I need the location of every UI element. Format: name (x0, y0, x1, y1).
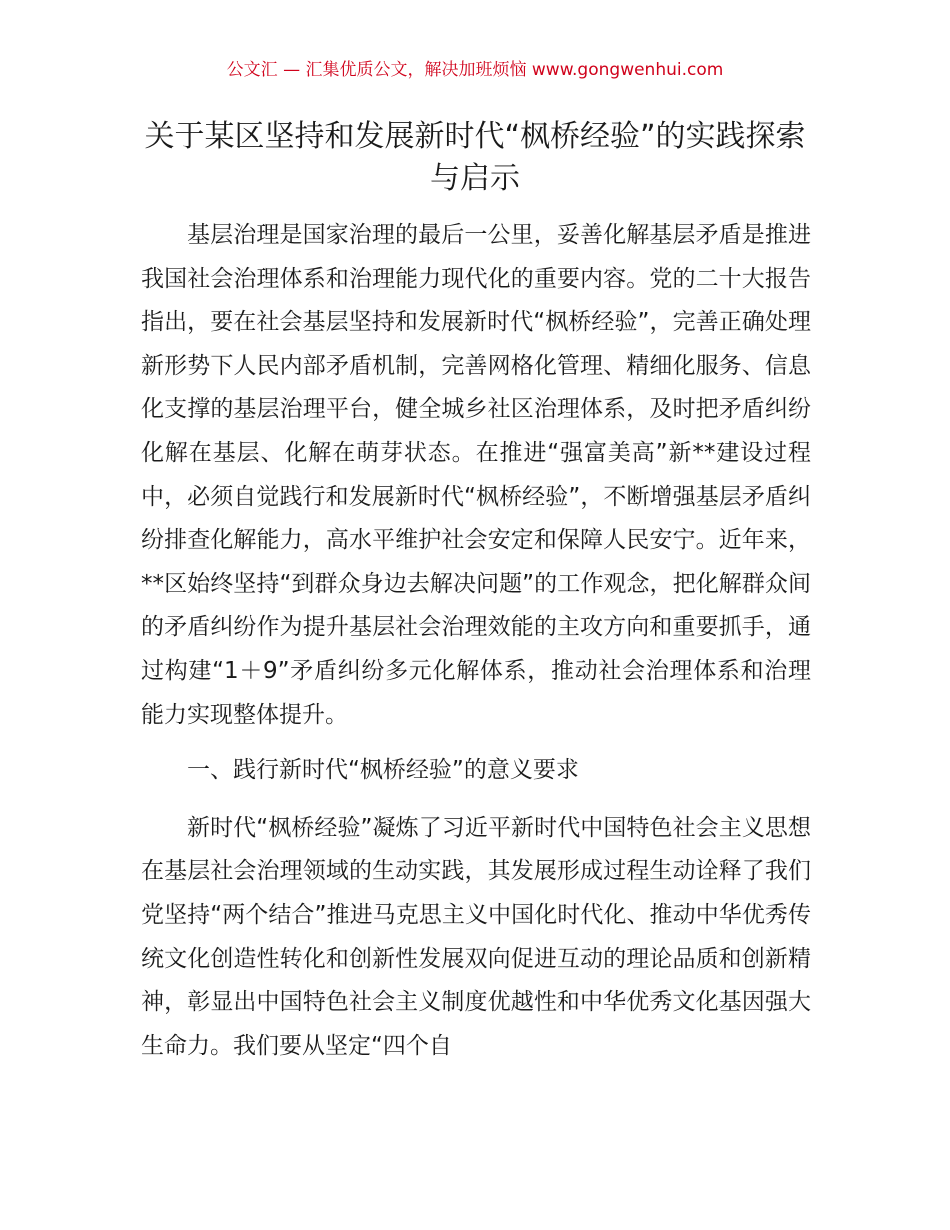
document-body (141, 214, 811, 1068)
intro-paragraph: 基层治理是国家治理的最后一公里，妥善化解基层矛盾是推进我国社会治理体系和治理能力现代化的重要内容。党的二十大报告指出，要在社会基层坚持和发展新时代“枫桥经验”，完善正确处理新形势下人民内部矛盾机制，完善网格化管理、精细化服务、信息化支撑的基层治理平台，健全城乡社区治理体系，及时把矛盾纠纷化解在基层、化解在萌芽状态。在推进“强富美高”新**建设过程中，必须自觉践行和发展新时代“枫桥经验”，不断增强基层矛盾纠纷排查化解能力，高水平维护社会安定和保障人民安宁。近年来，**区始终坚持“到群众身边去解决问题”的工作观念，把化解群众间的矛盾纠纷作为提升基层社会治理效能的主攻方向和重要抓手，通过构建“1＋9”矛盾纠纷多元化解体系，推动社会治理体系和治理能力实现整体提升。 (141, 222, 811, 728)
section-paragraph: 新时代“枫桥经验”凝炼了习近平新时代中国特色社会主义思想在基层社会治理领域的生动实践，其发展形成过程生动诠释了我们党坚持“两个结合”推进马克思主义中国化时代化、推动中华优秀传统文化创造性转化和创新性发展双向促进互动的理论品质和创新精神，彰显出中国特色社会主义制度优越性和中华优秀文化基因强大生命力。我们要从坚定“四个自 (141, 814, 811, 1059)
page-title: 关于某区坚持和发展新时代“枫桥经验”的实践探索与启示 (144, 119, 806, 196)
header-banner[interactable]: 公文汇 — 汇集优质公文，解决加班烦恼 www.gongwenhui.com (226, 60, 724, 80)
section-heading: 一、践行新时代“枫桥经验”的意义要求 (187, 757, 579, 784)
